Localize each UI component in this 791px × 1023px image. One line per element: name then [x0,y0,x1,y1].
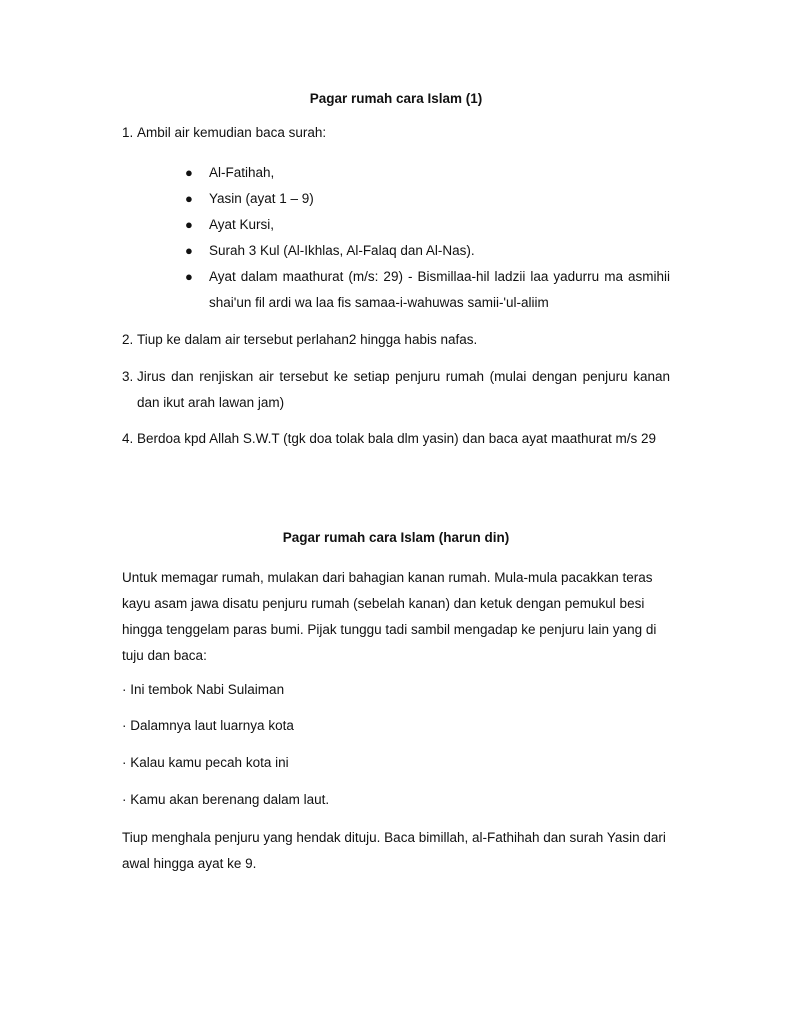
list-item-text: Ayat dalam maathurat (m/s: 29) - Bismillaa-hil ladzii laa yadurru ma asmihii shai'un fil ardi wa laa fis samaa-i-wahuwas samii-'ul-aliim [209,269,670,310]
step-1-number: 1. [122,125,138,140]
step-2 [122,327,670,353]
bullet-icon: ● [185,165,193,180]
verse-line: · Dalamnya laut luarnya kota [122,718,294,733]
list-item [185,264,670,316]
section2-closing: Tiup menghala penjuru yang hendak dituju. Baca bimillah, al-Fathihah dan surah Yasin dari awal hingga ayat ke 9. [122,830,666,871]
step-3-text: Jirus dan renjiskan air tersebut ke setiap penjuru rumah (mulai dengan penjuru kanan dan ikut arah lawan jam) [137,369,670,410]
verse-line: · Kamu akan berenang dalam laut. [122,792,330,807]
list-item [185,238,670,264]
verse-line: · Kalau kamu pecah kota ini [122,755,289,770]
step-4-number: 4. [122,431,138,446]
step-2-number: 2. [122,332,138,347]
step-1 [122,120,670,146]
bullet-icon: ● [185,243,193,258]
step-2-text: Tiup ke dalam air tersebut perlahan2 hingga habis nafas. [137,332,478,347]
section1-title: Pagar rumah cara Islam (1) [309,91,483,106]
list-item-text: Surah 3 Kul (Al-Ikhlas, Al-Falaq dan Al-Nas). [209,243,475,258]
step-4 [122,426,670,452]
step-4-text: Berdoa kpd Allah S.W.T (tgk doa tolak bala dlm yasin) dan baca ayat maathurat m/s 29 [137,431,657,446]
step-1-text: Ambil air kemudian baca surah: [137,125,327,140]
bullet-icon: ● [185,191,193,206]
list-item-text: Al-Fatihah, [209,165,275,180]
verse-line: · Ini tembok Nabi Sulaiman [122,682,285,697]
section2-intro: Untuk memagar rumah, mulakan dari bahagian kanan rumah. Mula-mula pacakkan teras kayu asam jawa disatu penjuru rumah (sebelah kanan) dan ketuk dengan pemukul besi hingga tenggelam paras bumi. Pijak tunggu tadi sambil mengadap ke penjuru lain yang di tuju dan baca: [122,570,657,663]
list-item [185,212,670,238]
list-item-text: Yasin (ayat 1 – 9) [209,191,314,206]
section2-title: Pagar rumah cara Islam (harun din) [282,530,510,545]
bullet-icon: ● [185,217,193,232]
list-item [185,160,670,186]
bullet-icon: ● [185,269,193,284]
surah-list [185,160,670,316]
step-3 [122,364,670,416]
list-item-text: Ayat Kursi, [209,217,275,232]
step-3-number: 3. [122,369,138,384]
list-item [185,186,670,212]
